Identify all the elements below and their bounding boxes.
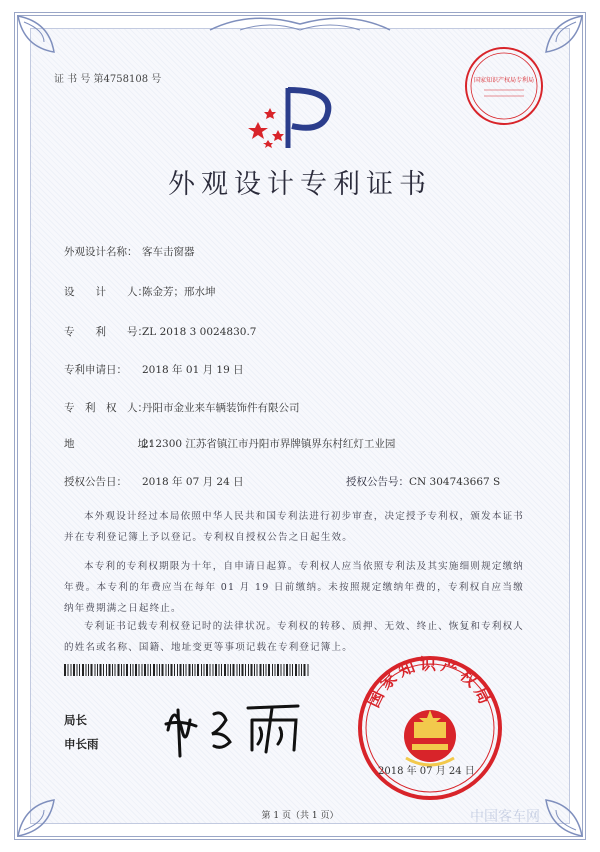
- barcode: [64, 664, 310, 676]
- field-label: 授权公告号：: [346, 476, 409, 488]
- field-address: [64, 436, 395, 451]
- field-value: 2018 年 01 月 19 日: [142, 364, 244, 376]
- field-label: 专 利 号：: [64, 326, 148, 338]
- top-stamp: [462, 44, 546, 128]
- field-label: 专利申请日：: [64, 364, 127, 376]
- field-label: 外观设计名称：: [64, 246, 138, 258]
- patent-office-logo: [248, 82, 348, 152]
- watermark: 中国客车网: [470, 809, 540, 825]
- field-value: 2018 年 07 月 24 日: [142, 476, 244, 488]
- field-patent-number: [64, 324, 256, 339]
- paragraph-grant: 本外观设计经过本局依照中华人民共和国专利法进行初步审查，决定授予专利权，颁发本证书并在专利登记簿上予以登记。专利权自授权公告之日起生效。: [64, 511, 524, 543]
- page-footer: 第 1 页（共 1 页）: [261, 811, 339, 821]
- certificate-number: 证 书 号 第4758108 号: [54, 74, 162, 85]
- field-label: 地 址：: [64, 438, 159, 450]
- field-announcement-number: [346, 474, 500, 489]
- field-value: CN 304743667 S: [409, 476, 501, 488]
- field-patentee: [64, 400, 300, 415]
- corner-ornament-bottom-right: [516, 770, 586, 840]
- seal-date: 2018 年 07 月 24 日: [378, 766, 475, 777]
- top-ornament: [200, 6, 400, 40]
- paragraph-term: 本专利的专利权期限为十年，自申请日起算。专利权人应当依照专利法及其实施细则规定缴纳年费。本专利的年费应当在每年 01 月 19 日前缴纳。未按照规定缴纳年费的，专利权自应当缴纳年费期满之日起终止。: [64, 561, 524, 614]
- svg-text:国家知识产权局: [364, 654, 497, 710]
- field-value: 丹阳市金业来车辆装饰件有限公司: [142, 402, 300, 414]
- field-designer: [64, 284, 216, 299]
- paragraph-record: 专利证书记载专利权登记时的法律状况。专利权的转移、质押、无效、终止、恢复和专利权人的姓名或名称、国籍、地址变更等事项记载在专利登记簿上。: [64, 621, 524, 653]
- field-design-name: [64, 244, 195, 259]
- director-name: 申长雨: [64, 737, 99, 751]
- field-value: 陈金芳；邢水坤: [142, 286, 216, 298]
- field-application-date: [64, 362, 244, 377]
- field-value: 212300 江苏省镇江市丹阳市界牌镇界东村红灯工业园: [142, 438, 396, 450]
- official-seal: [356, 654, 504, 802]
- field-grant-date: [64, 474, 244, 489]
- corner-ornament-bottom-left: [14, 770, 84, 840]
- page-title: 外观设计专利证书: [168, 169, 432, 200]
- field-label: 设 计 人：: [64, 286, 148, 298]
- field-value: ZL 2018 3 0024830.7: [142, 326, 257, 338]
- handwritten-signature: [160, 690, 310, 760]
- field-value: 客车击窗器: [142, 246, 195, 258]
- field-label: 授权公告日：: [64, 476, 127, 488]
- director-title: 局长: [64, 713, 87, 727]
- seal-text: 国家知识产权局: [363, 654, 497, 711]
- field-label: 专 利 权 人：: [64, 402, 148, 414]
- top-stamp-text: 国家知识产权局专利局: [473, 77, 535, 84]
